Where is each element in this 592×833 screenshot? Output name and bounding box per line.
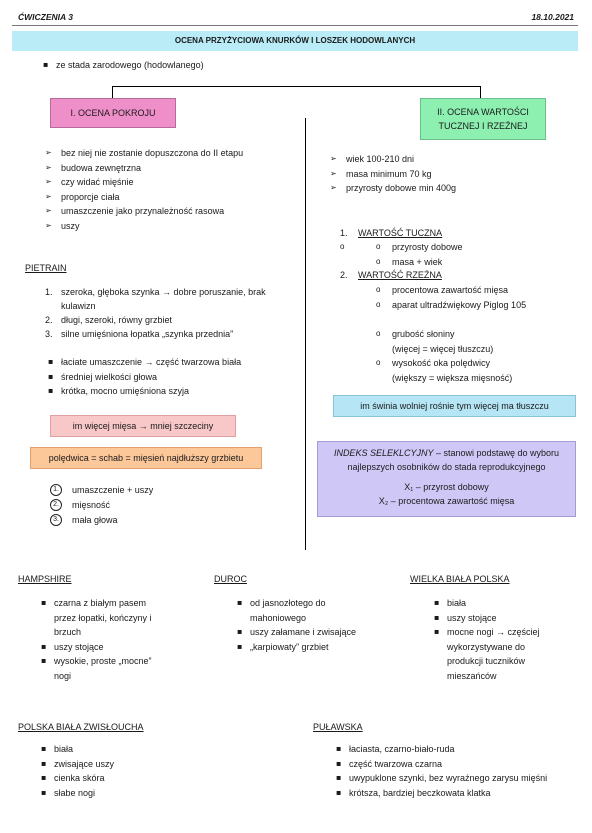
hampshire-list xyxy=(38,596,198,683)
list-item: ➢ uszy xyxy=(45,219,295,234)
list-item: ▪ łaciasta, czarno-biało-ruda xyxy=(333,742,588,757)
list-item: ➢ budowa zewnętrzna xyxy=(45,161,295,176)
numbered-item xyxy=(45,327,295,341)
list-item: ▪ od jasnozłotego do xyxy=(234,596,394,611)
wartosc-list xyxy=(330,152,580,196)
indeks-x1: X₁ – przyrost dobowy xyxy=(404,482,489,492)
pink-note: im więcej mięsa → mniej szczeciny xyxy=(50,415,236,437)
tuczna-subs xyxy=(376,240,576,269)
list-item: ▪ uwypuklone szynki, bez wyraźnego zarysu mięśni xyxy=(333,771,588,786)
circled-item xyxy=(50,499,250,514)
list-item-cont: wykorzystywane do xyxy=(447,641,526,652)
list-item: ▪ czarna z białym pasem xyxy=(38,596,198,611)
circled-text: mięsność xyxy=(72,500,111,510)
numbered-item xyxy=(45,285,295,313)
item-number: 3. xyxy=(45,329,53,339)
circled-number: 1. xyxy=(50,484,62,496)
list-item: ▪ łaciate umaszczenie → część twarzowa biała xyxy=(45,355,295,370)
list-item: ➢ wiek 100-210 dni xyxy=(330,152,580,167)
pulawska-title: PUŁAWSKA xyxy=(313,722,363,732)
sub-item-note: (większy = większa mięsność) xyxy=(392,372,513,383)
list-item: ▪ uszy stojące xyxy=(38,640,198,655)
pokroj-list xyxy=(45,146,295,233)
hampshire-title: HAMPSHIRE xyxy=(18,574,72,584)
exercise-label: ĆWICZENIA 3 xyxy=(18,12,73,22)
list-item: ➢ masa minimum 70 kg xyxy=(330,167,580,182)
list-item: ▪ część twarzowa czarna xyxy=(333,757,588,772)
numbered-item xyxy=(45,313,295,327)
list-item: ▪ cienka skóra xyxy=(38,771,198,786)
list-item: ▪ mocne nogi → częściej xyxy=(431,625,581,640)
duroc-title: DUROC xyxy=(214,574,247,584)
ocena-pokroju-box: I. OCENA POKROJU xyxy=(50,98,176,128)
pietrain-bullets xyxy=(45,355,295,399)
wielka-biala-title: WIELKA BIAŁA POLSKA xyxy=(410,574,510,584)
sub-item: o przyrosty dobowe xyxy=(376,240,576,255)
list-item: ▪ biała xyxy=(38,742,198,757)
tree-connector-right xyxy=(480,86,481,98)
blue-note: im świnia wolniej rośnie tym więcej ma tłuszczu xyxy=(333,395,576,417)
item-number: 1. xyxy=(45,287,53,297)
wartosc-tuczna xyxy=(340,226,580,240)
indeks-line-2: najlepszych osobników do stada reprodukcyjnego xyxy=(347,462,546,472)
header-rule xyxy=(12,25,578,26)
sub-item: o wysokość oka polędwicy xyxy=(376,356,586,371)
numbered-item xyxy=(340,268,580,282)
circled-text: umaszczenie + uszy xyxy=(72,485,154,495)
pietrain-numbered xyxy=(45,285,295,341)
duroc-list xyxy=(234,596,394,654)
circled-number: 2. xyxy=(50,499,62,511)
ocena-wartosci-line2: TUCZNEJ I RZEŹNEJ xyxy=(438,121,528,131)
sub-item: o masa + wiek xyxy=(376,255,576,270)
zwisloucha-list xyxy=(38,742,198,800)
item-number: 1. xyxy=(340,228,348,238)
circled-number: 3. xyxy=(50,514,62,526)
item-number: 2. xyxy=(45,315,53,325)
list-item: ➢ bez niej nie zostanie dopuszczona do II etapu xyxy=(45,146,295,161)
list-item: ▪ wysokie, proste „mocne” xyxy=(38,654,198,669)
item-text: długi, szeroki, równy grzbiet xyxy=(61,315,173,325)
indeks-line-1 xyxy=(318,446,575,460)
wartosc-rzezna xyxy=(340,268,580,282)
list-item: ▪ średniej wielkości głowa xyxy=(45,370,295,385)
circled-text: mała głowa xyxy=(72,515,118,525)
list-item: ▪ uszy załamane i zwisające xyxy=(234,625,394,640)
list-item-cont: brzuch xyxy=(54,627,82,637)
list-item: ▪ zwisające uszy xyxy=(38,757,198,772)
pulawska-list xyxy=(333,742,588,800)
zwisloucha-title: POLSKA BIAŁA ZWISŁOUCHA xyxy=(18,722,144,732)
intro-list xyxy=(40,58,204,73)
rzezna-subs2 xyxy=(376,327,586,385)
list-item-cont: przez łopatki, kończyny i xyxy=(54,612,152,623)
sub-item: o grubość słoniny xyxy=(376,327,586,342)
item-text: szeroka, głęboka szynka → dobre poruszanie, brak kulawizn xyxy=(61,287,266,311)
circled-item xyxy=(50,514,250,529)
list-item: ▪ biała xyxy=(431,596,581,611)
numbered-item xyxy=(340,226,580,240)
list-item: ▪ krótka, mocno umięśniona szyja xyxy=(45,384,295,399)
item-title: WARTOŚĆ RZEŹNA xyxy=(358,270,442,280)
list-item: ▪ „karpiowaty” grzbiet xyxy=(234,640,394,655)
sub-item: o aparat ultradźwiękowy Piglog 105 xyxy=(376,298,586,313)
rzezna-subs xyxy=(376,283,586,312)
list-item-cont: mieszańców xyxy=(447,670,497,681)
wielka-biala-list xyxy=(431,596,581,683)
intro-item: ▪ ze stada zarodowego (hodowlanego) xyxy=(40,58,204,73)
pietrain-title: PIETRAIN xyxy=(25,263,67,273)
tree-connector xyxy=(112,86,480,87)
list-item-cont: produkcji tuczników xyxy=(447,656,526,666)
sub-item: o procentowa zawartość mięsa xyxy=(376,283,586,298)
item-title: WARTOŚĆ TUCZNA xyxy=(358,228,443,238)
tree-connector-left xyxy=(112,86,113,98)
ocena-wartosci-box xyxy=(420,98,546,140)
circled-list xyxy=(50,484,250,529)
indeks-title: INDEKS SELEKLCYJNY xyxy=(333,448,434,458)
ocena-wartosci-line1: II. OCENA WARTOŚCI xyxy=(437,107,529,117)
list-item: ▪ słabe nogi xyxy=(38,786,198,801)
date-label: 18.10.2021 xyxy=(531,12,574,22)
sub-item-note: (więcej = więcej tłuszczu) xyxy=(392,343,494,354)
list-item: ➢ umaszczenie jako przynależność rasowa xyxy=(45,204,295,219)
list-item: ➢ przyrosty dobowe min 400g xyxy=(330,181,580,196)
item-text: silne umięśniona łopatka „szynka przednia” xyxy=(61,329,234,339)
orange-note: polędwica = schab = mięsień najdłuższy grzbietu xyxy=(30,447,262,469)
list-item: ➢ czy widać mięśnie xyxy=(45,175,295,190)
indeks-text: – stanowi podstawę do wyboru xyxy=(433,448,560,458)
page-title: OCENA PRZYŻYCIOWA KNURKÓW I LOSZEK HODOWLANYCH xyxy=(12,31,578,51)
indeks-x2: X₂ – procentowa zawartość mięsa xyxy=(378,496,515,506)
indeks-box xyxy=(317,441,576,517)
list-item: ▪ krótsza, bardziej beczkowata klatka xyxy=(333,786,588,801)
column-divider xyxy=(305,118,306,550)
list-item-cont: mahoniowego xyxy=(250,612,307,623)
circled-item xyxy=(50,484,250,499)
item-number: 2. xyxy=(340,270,348,280)
list-item-cont: nogi xyxy=(54,670,72,681)
list-item: ➢ proporcje ciała xyxy=(45,190,295,205)
list-item: ▪ uszy stojące xyxy=(431,611,581,626)
